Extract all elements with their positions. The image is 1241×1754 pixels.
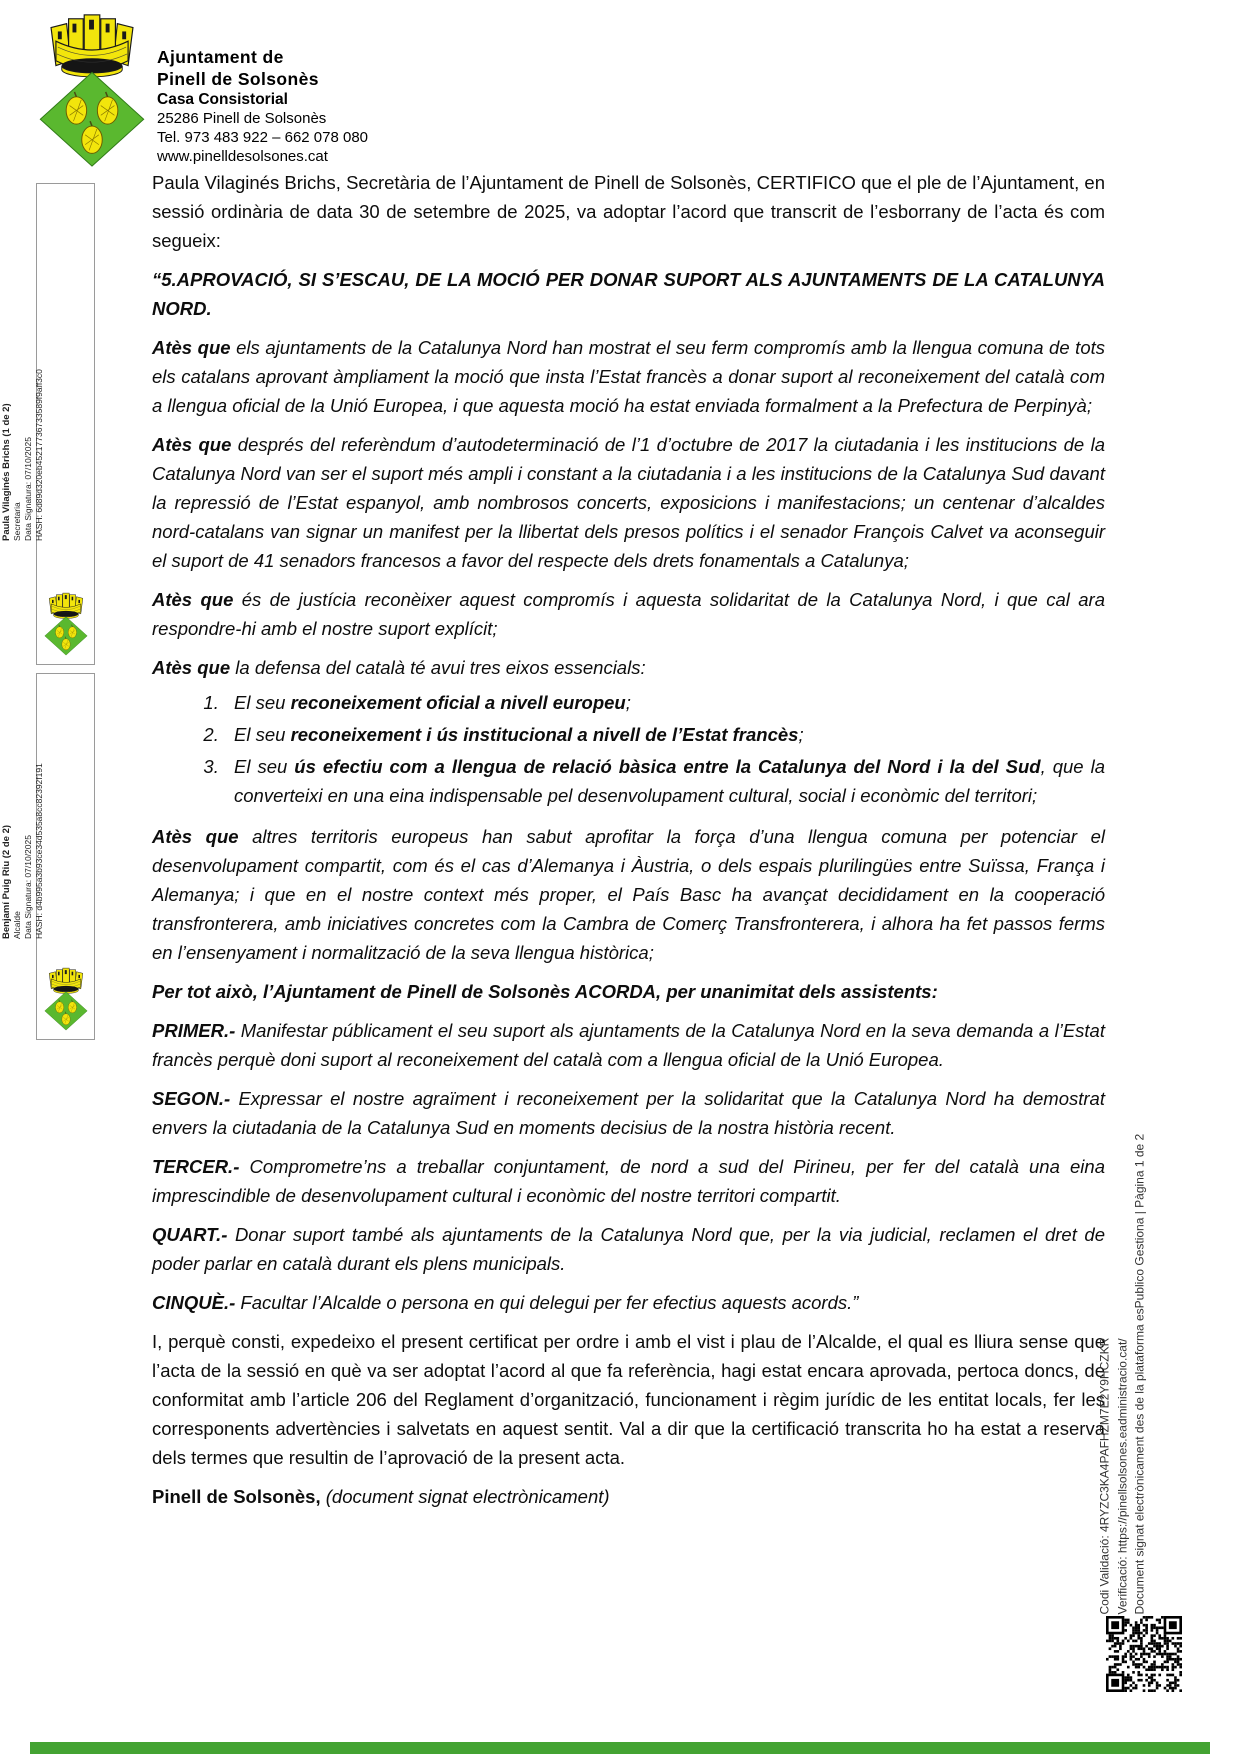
org-phone: Tel. 973 483 922 – 662 078 080 — [157, 129, 369, 146]
resolution-primer: PRIMER.- Manifestar públicament el seu suport als ajuntaments de la Catalunya Nord en la seva demanda a l’Estat francès perquè doni suport al reconeixement del català com a llengua oficial de la Unió Europea. — [152, 1020, 1105, 1070]
motion-title: “5.APROVACIÓ, SI S’ESCAU, DE LA MOCIÓ PER DONAR SUPORT ALS AJUNTAMENTS DE LA CATALUNYA NORD. — [152, 269, 1105, 319]
list-item: 2. El seu reconeixement i ús institucional a nivell de l’Estat francès; — [224, 720, 1105, 749]
signature-hash: HASH: 6d89d320eb45217736733589f9aff3c0 — [34, 369, 44, 541]
list-item: 1. El seu reconeixement oficial a nivell europeu; — [224, 688, 1105, 717]
resolution-segon: SEGON.- Expressar el nostre agraïment i reconeixement per la solidaritat que la Catalunya Nord ha demostrat envers la ciutadania de la Catalunya Sud en moments decisius de la nostra història recent. — [152, 1088, 1105, 1138]
signature-hash: HASH: d4b995a3b93ce34d535a8cc82392f191 — [34, 763, 44, 939]
intro-paragraph: Paula Vilaginés Brichs, Secretària de l’Ajuntament de Pinell de Solsonès, CERTIFICO que el ple de l’Ajuntament, en sessió ordinària de data 30 de setembre de 2025, va adoptar l’acord que transcrit de l’esborrany de l’acta és com segueix: — [152, 172, 1105, 251]
signature-stamp-mayor — [1, 673, 95, 1040]
consideration-1: Atès que els ajuntaments de la Catalunya Nord han mostrat el seu ferm compromís amb la llengua comuna de tots els catalans aprovant àmpliament la moció que insta l’Estat francès a donar suport al reconeixement del català com a llengua oficial de la Unió Europea, i que aquesta moció ha estat enviada formalment a la Prefectura de Perpinyà; — [152, 337, 1105, 416]
coat-of-arms-icon — [38, 10, 146, 168]
essential-axes-list — [152, 688, 1105, 810]
verification-url: Verificació: https://pinellsolsones.eadministracio.cat/ — [1115, 1337, 1129, 1614]
signoff-line: Pinell de Solsonès, (document signat electrònicament) — [152, 1486, 610, 1507]
org-website: www.pinelldesolsones.cat — [157, 148, 328, 165]
footer-bar — [30, 1742, 1210, 1754]
consideration-3: Atès que és de justícia reconèixer aquest compromís i aquesta solidaritat de la Catalunya Nord, i que cal ara respondre-hi amb el nostre suport explícit; — [152, 589, 1105, 639]
platform-note: Document signat electrònicament des de la plataforma esPublico Gestiona | Pàgina 1 de 2 — [1132, 1133, 1147, 1614]
signer-name: Benjamí Puig Riu (2 de 2) — [1, 824, 12, 939]
org-name-line2: Pinell de Solsonès — [157, 69, 319, 89]
validation-code: Codi Validació: 4RYZC3KA4PAFHZM7E2Y9HCZKR — [1097, 1337, 1112, 1614]
org-name-line1: Ajuntament de — [157, 47, 284, 67]
coat-of-arms-icon — [44, 591, 88, 656]
signer-role: Secretaria — [12, 502, 22, 541]
signer-name: Paula Vilaginés Brichs (1 de 2) — [1, 403, 12, 541]
qr-code — [1106, 1616, 1182, 1692]
resolution-tercer: TERCER.- Comprometre’ns a treballar conjuntament, de nord a sud del Pirineu, per fer del català una eina imprescindible de desenvolupament cultural i econòmic del nostre territori compartit. — [152, 1156, 1105, 1206]
closing-paragraph: I, perquè consti, expedeixo el present certificat per ordre i amb el vist i plau de l’Alcalde, el qual es lliura sense que l’acta de la sessió en què va ser adoptat l’acord al que fa referència, hagi estat encara aprovada, pertoca doncs, de conformitat amb l’article 206 del Reglament d’organització, funcionament i règim jurídic de les entitat locals, fer les corresponents advertències i salvetats en aquest sentit. Val a dir que la certificació transcrita ho ha estat a reserva dels termes que resultin de l’aprovació de la present acta. — [152, 1331, 1105, 1468]
coat-of-arms-icon — [44, 966, 88, 1031]
agreement-line: Per tot això, l’Ajuntament de Pinell de Solsonès ACORDA, per unanimitat dels assistents: — [152, 981, 938, 1002]
consideration-4: Atès que la defensa del català té avui tres eixos essencials: — [152, 657, 646, 678]
signature-date: Data Signatura: 07/10/2025 — [23, 437, 33, 541]
consideration-2: Atès que després del referèndum d’autodeterminació de l’1 d’octubre de 2017 la ciutadania i les institucions de la Catalunya Nord van ser el suport més ampli i constant a la ciutadania i a les institucions de la Catalunya Sud davant la repressió de l’Estat espanyol, amb nombrosos concerts, exposicions i manifestacions; un centenar d’alcaldes nord-catalans van signar un manifest per la llibertat dels presos polítics i el senador François Calvet va aconseguir el suport de 41 senadors francesos a favor del respecte dels drets fonamentals a Catalunya; — [152, 434, 1105, 571]
certificate-body — [152, 168, 1105, 1521]
signer-role: Alcalde — [12, 911, 22, 939]
resolution-quart: QUART.- Donar suport també als ajuntaments de la Catalunya Nord que, per la via judicial, reclamen el dret de poder parlar en català durant els plens municipals. — [152, 1224, 1105, 1274]
org-address: 25286 Pinell de Solsonès — [157, 110, 327, 127]
resolution-cinque: CINQUÈ.- Facultar l’Alcalde o persona en qui delegui per fer efectius aquests acords.” — [152, 1292, 859, 1313]
validation-margin-text — [1097, 1133, 1150, 1614]
org-building: Casa Consistorial — [157, 91, 288, 108]
signature-date: Data Signatura: 07/10/2025 — [23, 835, 33, 939]
letterhead — [157, 46, 368, 166]
list-item: 3. El seu ús efectiu com a llengua de relació bàsica entre la Catalunya del Nord i la del Sud, que la converteixi en una eina indispensable pel desenvolupament cultural, social i econòmic del territori; — [224, 752, 1105, 810]
consideration-5: Atès que altres territoris europeus han sabut aprofitar la força d’una llengua comuna per potenciar el desenvolupament compartit, com és el cas d’Alemanya i Àustria, o dels espais plurilingües entre Suïssa, França i Alemanya; i que en el nostre context més proper, el País Basc ha avançat decididament en la cooperació transfronterera, amb iniciatives concretes com la Cambra de Comerç Transfronterera, i alhora ha fet passos ferms en l’ensenyament i normalització de la seva llengua històrica; — [152, 826, 1105, 963]
